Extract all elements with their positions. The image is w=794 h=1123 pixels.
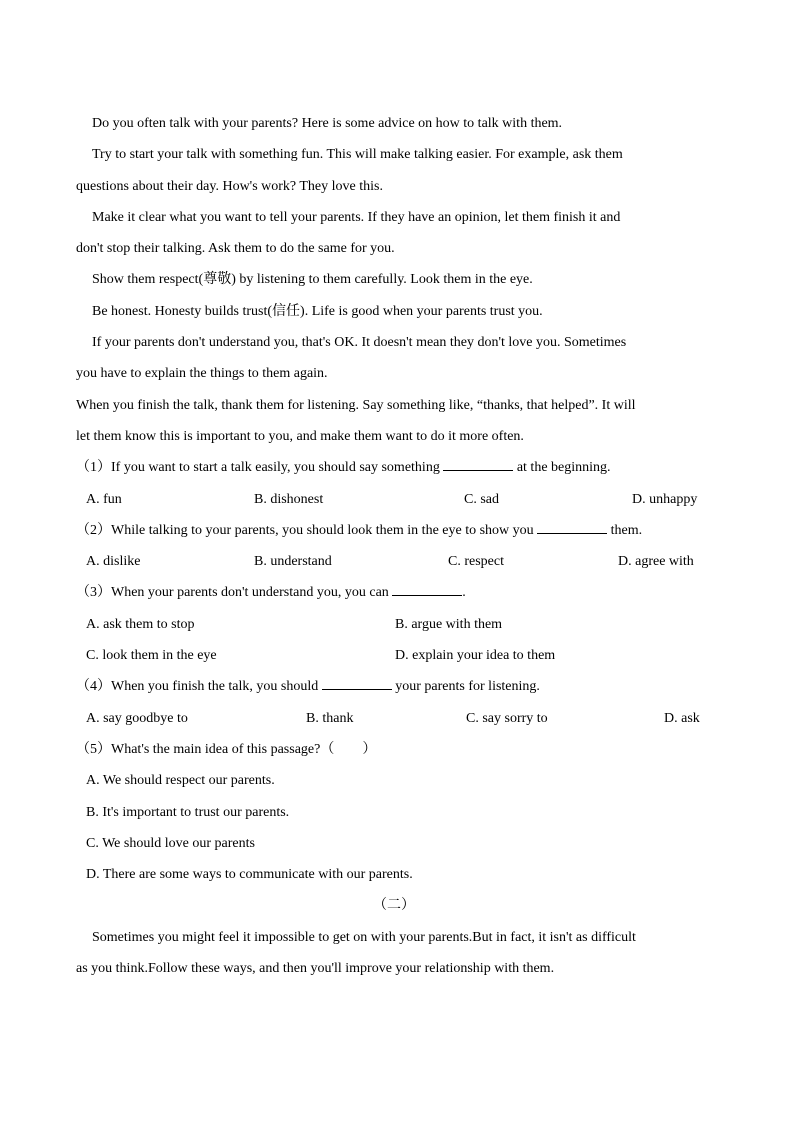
paragraph-line: as you think.Follow these ways, and then you'll improve your relationship with them. xyxy=(76,961,555,977)
question-5 xyxy=(76,734,712,765)
answer-blank xyxy=(392,581,462,596)
question-1 xyxy=(76,452,712,483)
question-stem: （4）When you finish the talk, you should xyxy=(76,679,319,695)
option-text: D. There are some ways to communicate with our parents. xyxy=(86,867,413,883)
paragraph-line: Show them respect(尊敬) by listening to them carefully. Look them in the eye. xyxy=(92,272,533,288)
document-page xyxy=(76,108,712,984)
option-a: A. dislike xyxy=(86,554,141,570)
paragraph-line: Try to start your talk with something fun. This will make talking easier. For example, ask them xyxy=(92,147,623,163)
paragraph-line: don't stop their talking. Ask them to do the same for you. xyxy=(76,241,395,257)
option-b: B. thank xyxy=(306,710,354,726)
paragraph-line: Do you often talk with your parents? Here is some advice on how to talk with them. xyxy=(92,116,563,131)
option-b: B. dishonest xyxy=(254,491,324,507)
option-c: C. sad xyxy=(464,491,499,507)
question-1-options xyxy=(76,484,712,515)
paragraph-line: questions about their day. How's work? They love this. xyxy=(76,178,383,194)
option-b: B. understand xyxy=(254,554,332,570)
question-stem-end: at the beginning. xyxy=(516,460,611,476)
option-d: D. explain your idea to them xyxy=(395,648,556,664)
section-title: （二） xyxy=(373,898,415,914)
question-stem: （5）What's the main idea of this passage?（ ） xyxy=(76,741,377,757)
option-b xyxy=(76,797,712,828)
option-a: A. fun xyxy=(86,491,122,507)
paragraph-line: let them know this is important to you, and make them want to do it more often. xyxy=(76,428,524,444)
option-a: A. say goodbye to xyxy=(86,710,188,726)
option-a: A. ask them to stop xyxy=(86,616,195,632)
passage-1 xyxy=(76,108,712,452)
paragraph-line: you have to explain the things to them again. xyxy=(76,366,328,382)
question-2 xyxy=(76,515,712,546)
question-stem: （3）When your parents don't understand you, you can xyxy=(76,585,389,601)
option-d xyxy=(76,859,712,890)
question-3-options-row-1 xyxy=(76,609,712,640)
question-4-options xyxy=(76,703,712,734)
question-3-options-row-2 xyxy=(76,640,712,671)
question-stem-end: your parents for listening. xyxy=(395,679,540,695)
option-d: D. ask xyxy=(664,710,700,726)
paragraph-line: Sometimes you might feel it impossible to get on with your parents.But in fact, it isn't as difficult xyxy=(92,929,636,945)
option-text: A. We should respect our parents. xyxy=(86,773,275,789)
option-b: B. argue with them xyxy=(395,616,503,632)
option-text: C. We should love our parents xyxy=(86,835,255,851)
option-d: D. agree with xyxy=(618,554,694,570)
option-c xyxy=(76,828,712,859)
option-c: C. say sorry to xyxy=(466,710,548,726)
question-2-options xyxy=(76,546,712,577)
paragraph-line: Be honest. Honesty builds trust(信任). Life is good when your parents trust you. xyxy=(92,303,543,319)
option-text: B. It's important to trust our parents. xyxy=(86,804,290,820)
paragraph-line: If your parents don't understand you, that's OK. It doesn't mean they don't love you. Sometimes xyxy=(92,335,627,351)
question-stem-end: them. xyxy=(610,522,643,538)
answer-blank xyxy=(322,675,392,690)
passage-2 xyxy=(76,922,712,985)
question-stem: （1）If you want to start a talk easily, you should say something xyxy=(76,460,440,476)
answer-blank xyxy=(443,456,513,471)
question-stem: （2）While talking to your parents, you should look them in the eye to show you xyxy=(76,522,534,538)
paragraph-line: Make it clear what you want to tell your parents. If they have an opinion, let them finish it and xyxy=(92,209,621,225)
answer-blank xyxy=(537,519,607,534)
option-c: C. look them in the eye xyxy=(86,648,217,664)
paragraph-line: When you finish the talk, thank them for listening. Say something like, “thanks, that helped”. It will xyxy=(76,397,636,413)
option-d: D. unhappy xyxy=(632,491,698,507)
question-stem-end: . xyxy=(462,585,466,601)
question-3 xyxy=(76,577,712,608)
option-c: C. respect xyxy=(448,554,504,570)
question-4 xyxy=(76,671,712,702)
option-a xyxy=(76,765,712,796)
